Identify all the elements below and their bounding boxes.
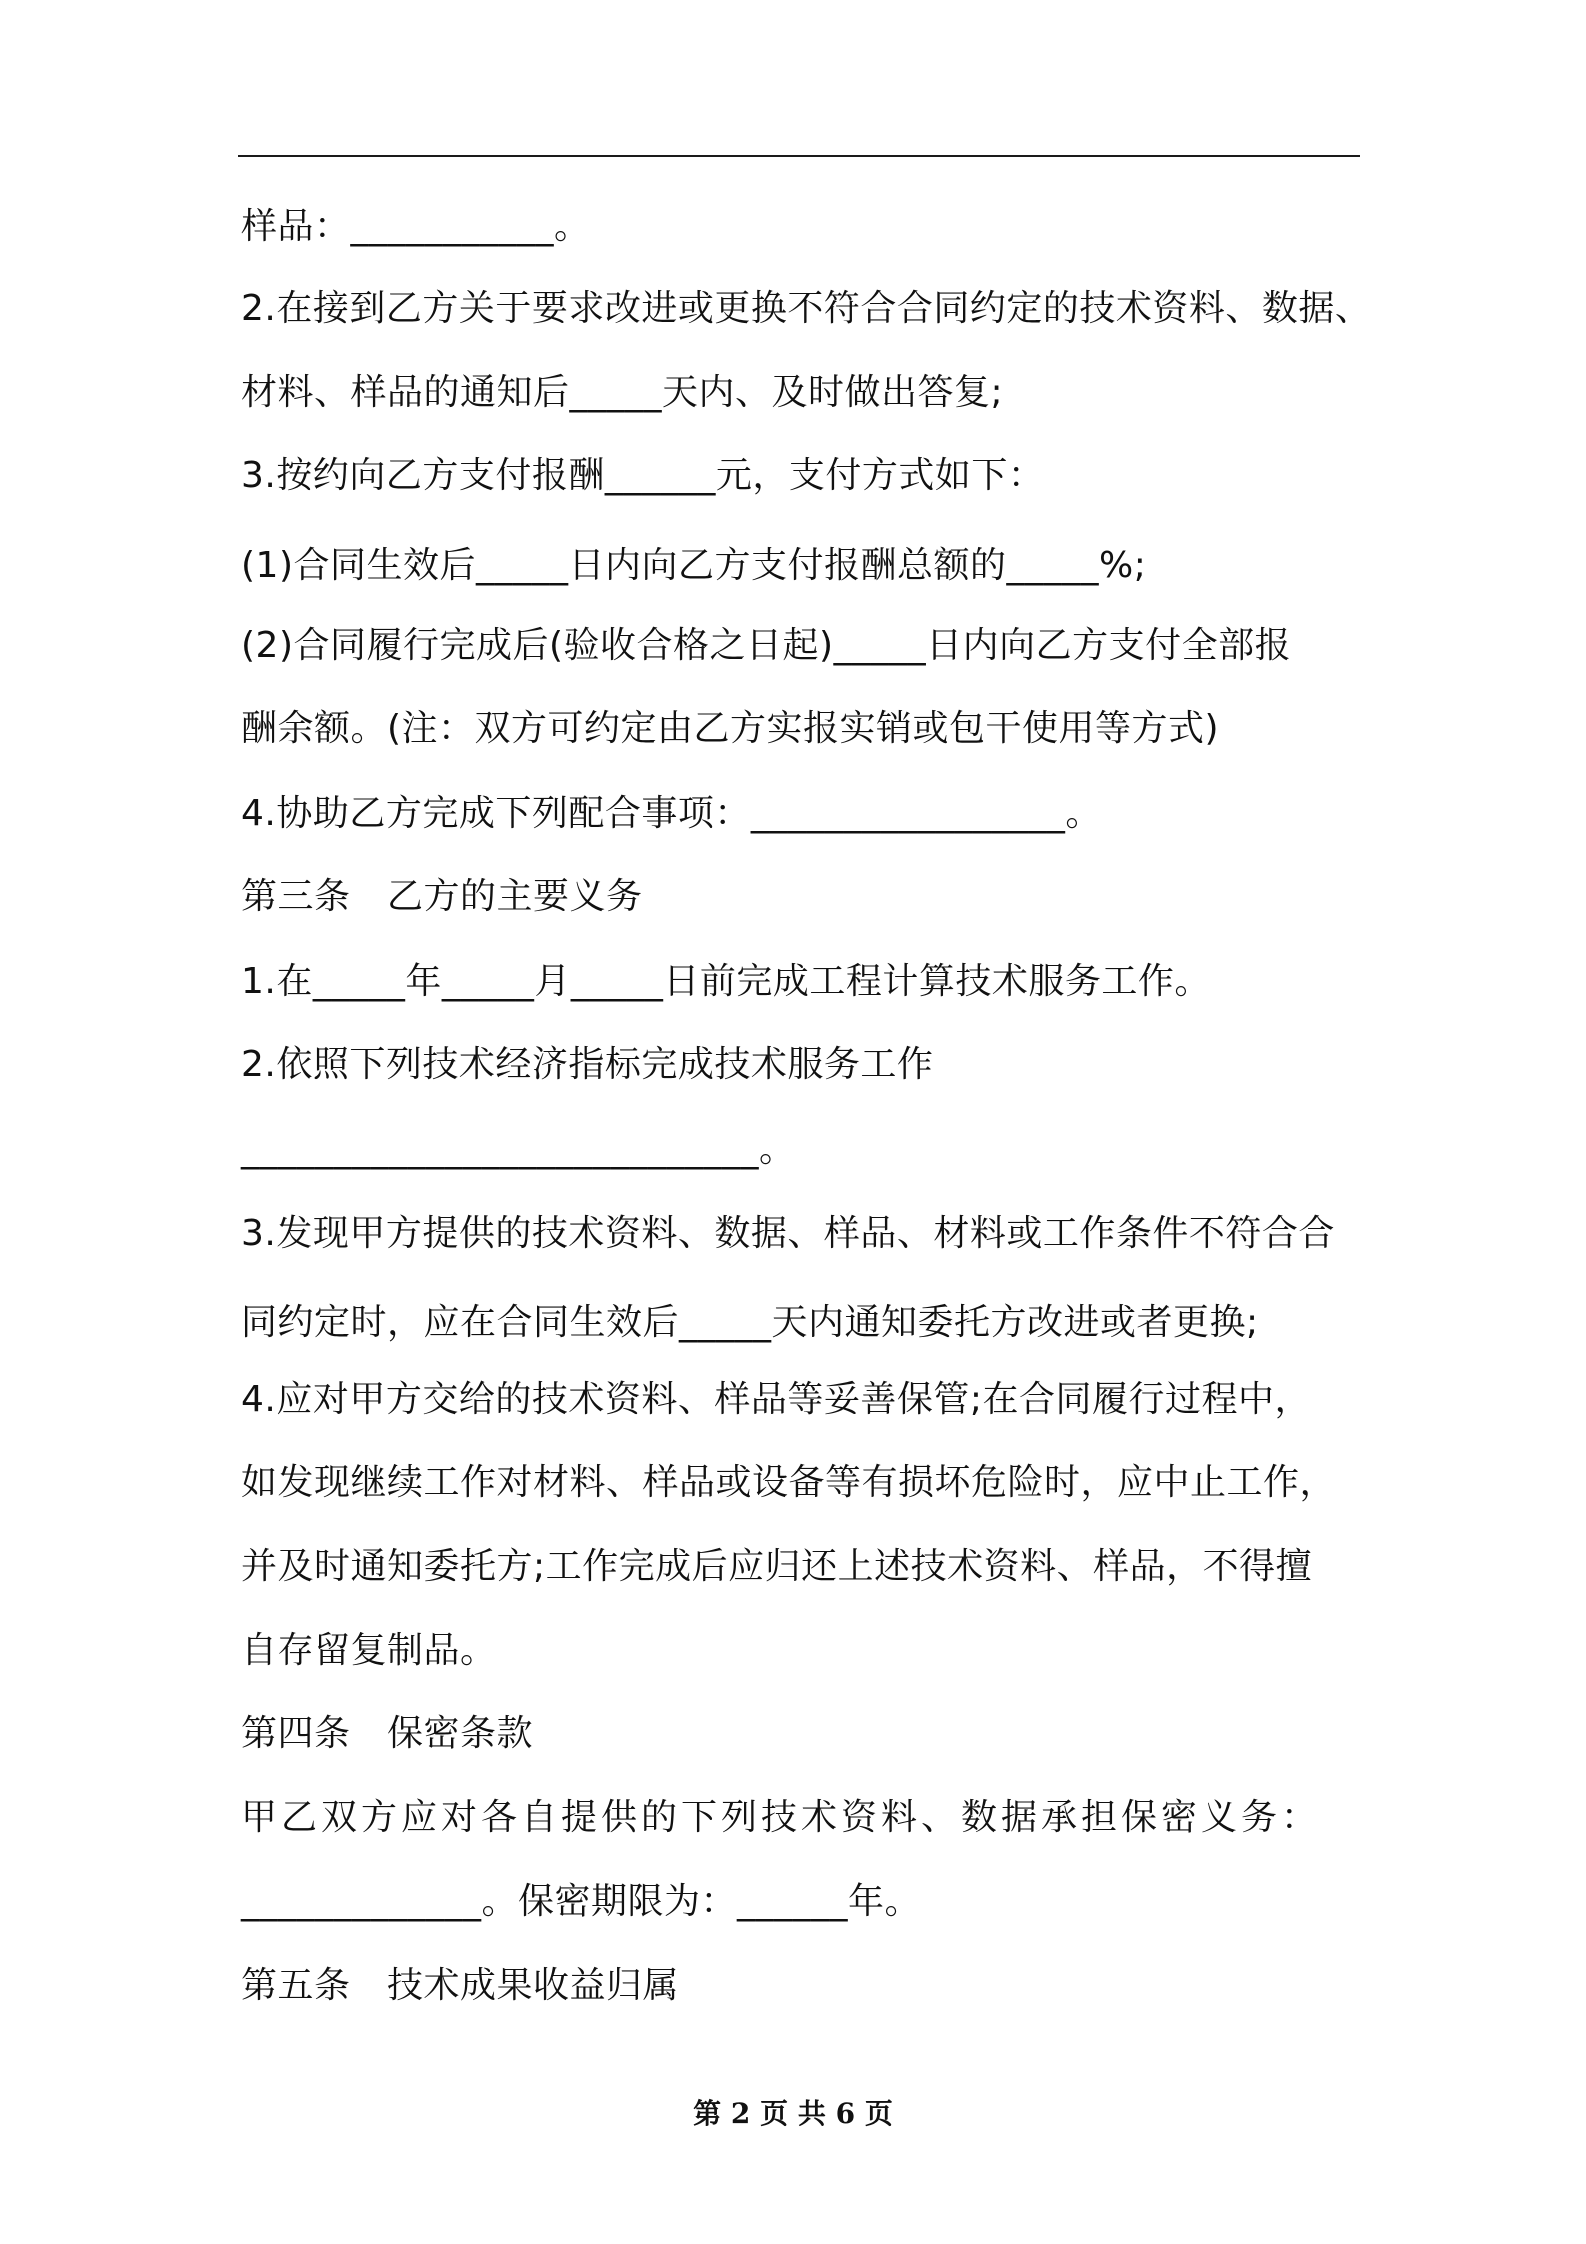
text-line: (1)合同生效后_____日内向乙方支付报酬总额的_____%; (241, 545, 1147, 586)
text-line: 样品：___________。 (241, 206, 591, 247)
text-line: (2)合同履行完成后(验收合格之日起)_____日内向乙方支付全部报 (241, 625, 1292, 666)
text-line: _____________。保密期限为：______年。 (241, 1881, 922, 1922)
text-line: 4.协助乙方完成下列配合事项：_________________。 (241, 793, 1102, 834)
text-line: 2.在接到乙方关于要求改进或更换不符合合同约定的技术资料、数据、 (241, 288, 1372, 329)
text-line: 自存留复制品。 (241, 1630, 497, 1671)
text-line: 如发现继续工作对材料、样品或设备等有损坏危险时，应中止工作， (241, 1462, 1337, 1503)
text-line: 甲乙双方应对各自提供的下列技术资料、数据承担保密义务： (241, 1797, 1322, 1838)
text-line: 同约定时，应在合同生效后_____天内通知委托方改进或者更换; (241, 1302, 1259, 1343)
section-heading: 第四条 保密条款 (241, 1713, 534, 1754)
section-heading: 第三条 乙方的主要义务 (241, 876, 643, 917)
text-line: ____________________________。 (241, 1129, 796, 1170)
text-line: 2.依照下列技术经济指标完成技术服务工作 (241, 1044, 934, 1085)
text-line: 3.按约向乙方支付报酬______元，支付方式如下： (241, 455, 1045, 496)
text-line: 1.在_____年_____月_____日前完成工程计算技术服务工作。 (241, 961, 1211, 1002)
page-number-footer: 第 2 页 共 6 页 (693, 2097, 893, 2130)
text-line: 并及时通知委托方;工作完成后应归还上述技术资料、样品，不得擅 (241, 1546, 1313, 1587)
text-line: 4.应对甲方交给的技术资料、样品等妥善保管;在合同履行过程中， (241, 1379, 1311, 1420)
header-divider (238, 155, 1360, 157)
text-line: 酬余额。(注：双方可约定由乙方实报实销或包干使用等方式) (241, 708, 1220, 749)
text-line: 3.发现甲方提供的技术资料、数据、样品、材料或工作条件不符合合 (241, 1213, 1335, 1254)
text-line: 材料、样品的通知后_____天内、及时做出答复; (241, 372, 1004, 413)
section-heading: 第五条 技术成果收益归属 (241, 1965, 680, 2006)
